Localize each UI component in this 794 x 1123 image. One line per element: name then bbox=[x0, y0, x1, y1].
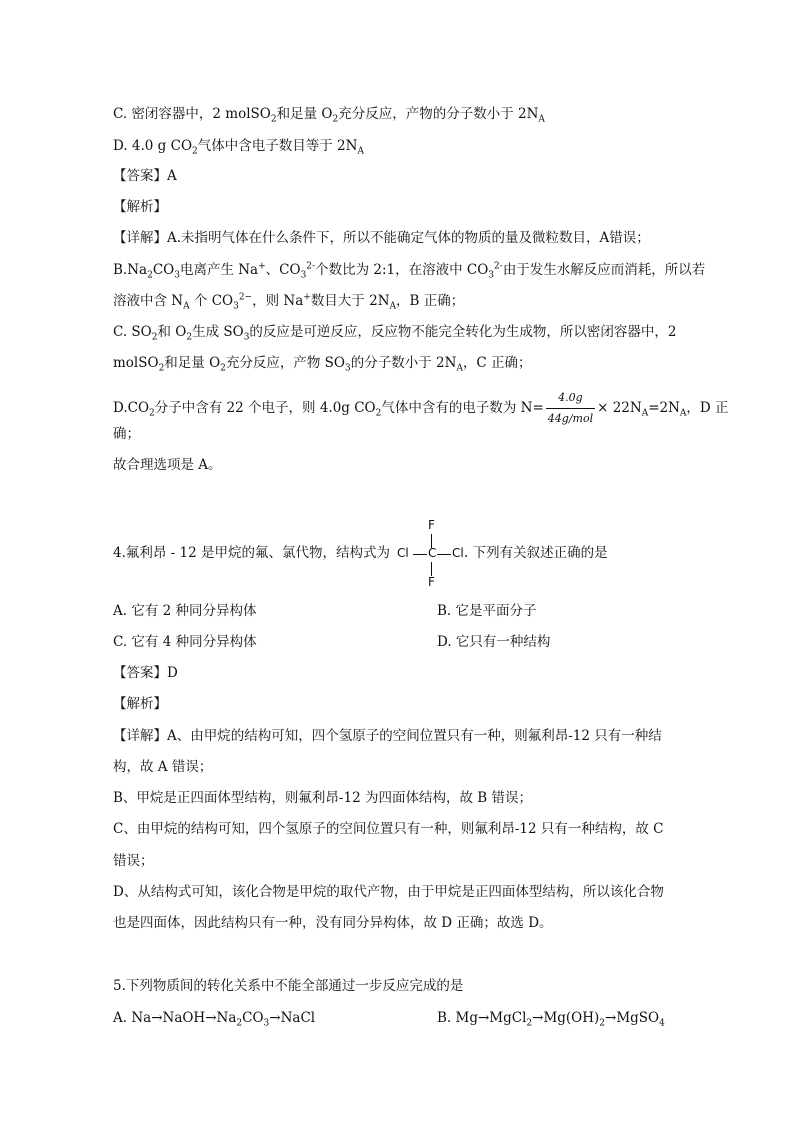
q4-detail-d-line1: D、从结构式可知，该化合物是甲烷的取代产物，由于甲烷是正四面体型结构，所以该化合物 bbox=[113, 884, 664, 900]
q3-answer: 【答案】A bbox=[113, 168, 177, 184]
q3-detail-d-line2: 确； bbox=[113, 426, 140, 442]
q3-analysis-heading: 【解析】 bbox=[113, 199, 167, 215]
q4-detail-b: B、甲烷是正四面体型结构，则氟利昂-12 为四面体结构，故 B 错误； bbox=[113, 790, 532, 806]
q4-stem: 4.氟利昂 - 12 是甲烷的氟、氯代物，结构式为 . 下列有关叙述正确的是 bbox=[113, 545, 608, 561]
q3-detail-b-line2: 溶液中含 $N_A$ 个 $CO_3^{2-}$，则 Na+数目大于 $2N_A$，B 正确； bbox=[113, 292, 465, 312]
fraction-denominator: 44g/mol bbox=[547, 412, 594, 425]
struct-atom-bottom: F bbox=[428, 575, 435, 589]
q4-detail-c-line2: 错误； bbox=[113, 853, 154, 869]
struct-atom-top: F bbox=[428, 518, 435, 532]
q4-option-c: C. 它有 4 种同分异构体 bbox=[113, 634, 257, 650]
q5-option-b: B. $Mg\to MgCl_2\to Mg(OH)_2\to MgSO_4$ bbox=[437, 1010, 665, 1029]
q5-option-a: A. $Na\to NaOH\to Na_2CO_3\to NaCl$ bbox=[113, 1010, 316, 1029]
q3-option-c: C. 密闭容器中，2 molSO$_2$和足量 $O_2$充分反应，产物的分子数小于 $2N_A$ bbox=[113, 106, 545, 125]
freon-structural-formula bbox=[397, 514, 469, 594]
electron-count-fraction bbox=[546, 388, 595, 429]
struct-atom-right: Cl bbox=[452, 546, 464, 560]
q3-detail-b-line1: $B.Na_2CO_3$电离产生 Na+、$CO_3^{2-}$个数比为 2:1，在溶液中 $CO_3^{2-}$由于发生水解反应而消耗，所以若 bbox=[113, 261, 706, 281]
q4-option-b: B. 它是平面分子 bbox=[437, 603, 537, 619]
q3-detail-a: 【详解】A.未指明气体在什么条件下，所以不能确定气体的物质的量及微粒数目，A错误； bbox=[113, 230, 650, 246]
struct-bond-left bbox=[413, 554, 427, 555]
q3-detail-c-line2: molSO$_2$和足量 $O_2$充分反应，产物 $SO_3$的分子数小于 $2N_A$，C 正确； bbox=[113, 355, 532, 374]
q3-conclusion: 故合理选项是 A。 bbox=[113, 457, 222, 473]
q5-stem: 5.下列物质间的转化关系中不能全部通过一步反应完成的是 bbox=[113, 978, 464, 994]
q3-detail-d-line1: $D.CO_2$分子中含有 22 个电子，则 4.0g $CO_2$气体中含有的电子数为 N= $\frac{4.0g}{\text{44g/mol}}$ × $22N_A=2N_A$，D 正 bbox=[113, 388, 729, 429]
struct-bond-bottom bbox=[431, 562, 432, 576]
q4-detail-c-line1: C、由甲烷的结构可知，四个氢原子的空间位置只有一种，则氟利昂-12 只有一种结构，故 C bbox=[113, 821, 664, 837]
fraction-numerator: 4.0g bbox=[546, 388, 595, 409]
q4-option-d: D. 它只有一种结构 bbox=[437, 634, 551, 650]
q4-analysis-heading: 【解析】 bbox=[113, 696, 167, 712]
q3-detail-c-line1: C. $SO_2$和 $O_2$生成 $SO_3$的反应是可逆反应，反应物不能完全转化为生成物，所以密闭容器中，2 bbox=[113, 324, 677, 343]
struct-atom-center: C bbox=[428, 546, 437, 560]
q3-option-d: D. 4.0 g $CO_2$气体中含电子数目等于 $2N_A$ bbox=[113, 138, 364, 157]
q4-detail-a-line2: 构，故 A 错误； bbox=[113, 759, 213, 775]
q4-option-a: A. 它有 2 种同分异构体 bbox=[113, 603, 257, 619]
q4-answer: 【答案】D bbox=[113, 665, 178, 681]
q4-detail-a-line1: 【详解】A、由甲烷的结构可知，四个氢原子的空间位置只有一种，则氟利昂-12 只有一种结 bbox=[113, 728, 662, 744]
struct-bond-right bbox=[437, 554, 451, 555]
q4-detail-d-line2: 也是四面体，因此结构只有一种，没有同分异构体，故 D 正确；故选 D。 bbox=[113, 915, 553, 931]
struct-atom-left: Cl bbox=[397, 546, 409, 560]
